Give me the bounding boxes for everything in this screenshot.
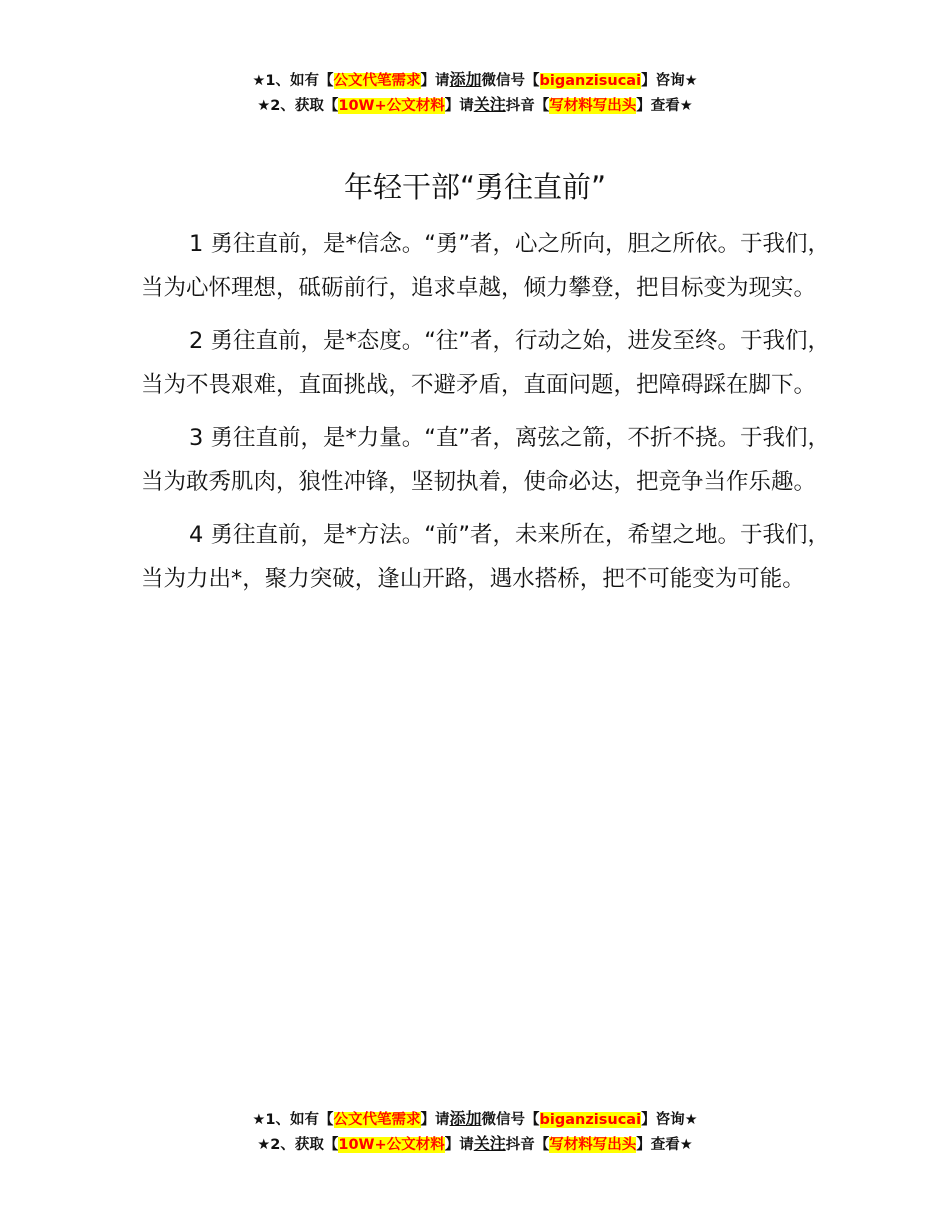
promo-emphasis: 添加: [449, 1109, 482, 1128]
promo-text: 】查看★: [636, 98, 693, 114]
promo-text: 】咨询★: [641, 73, 698, 89]
document-title: 年轻干部“勇往直前”: [343, 170, 607, 204]
promo-text: ★2、获取【: [257, 98, 339, 114]
paragraph-4: 4 勇往直前，是*方法。“前”者，未来所在，希望之地。于我们，当为力出*，聚力突破，逢山开路，遇水搭桥，把不可能变为可能。: [141, 522, 831, 592]
promo-emphasis: 关注: [473, 1134, 506, 1153]
promo-emphasis: 添加: [449, 70, 482, 89]
promo-text: 微信号【: [481, 73, 540, 89]
paragraph-1: 1 勇往直前，是*信念。“勇”者，心之所向，胆之所依。于我们，当为心怀理想，砥砺前行，追求卓越，倾力攀登，把目标变为现实。: [141, 231, 831, 301]
paragraph-3: 3 勇往直前，是*力量。“直”者，离弦之箭，不折不挠。于我们，当为敢秀肌肉，狼性冲锋，坚韧执着，使命必达，把竞争当作乐趣。: [141, 425, 831, 495]
promo-highlight: 10W+公文材料: [338, 1137, 445, 1153]
promo-text: ★1、如有【: [252, 1112, 334, 1128]
promo-text: 】咨询★: [641, 1112, 698, 1128]
header-promo-banner: [0, 68, 950, 118]
promo-line-1: [0, 1107, 950, 1132]
promo-highlight: 公文代笔需求: [333, 73, 421, 89]
paragraph-2: 2 勇往直前，是*态度。“往”者，行动之始，进发至终。于我们，当为不畏艰难，直面挑战，不避矛盾，直面问题，把障碍踩在脚下。: [141, 328, 831, 398]
promo-text: 】请: [420, 73, 450, 89]
promo-highlight: 10W+公文材料: [338, 98, 445, 114]
promo-highlight: 公文代笔需求: [333, 1112, 421, 1128]
promo-text: 抖音【: [505, 98, 550, 114]
promo-line-2: [0, 93, 950, 118]
promo-text: ★1、如有【: [252, 73, 334, 89]
promo-text: 】请: [444, 98, 474, 114]
footer-promo-banner: [0, 1107, 950, 1157]
promo-emphasis: 关注: [473, 95, 506, 114]
promo-douyin-account: 写材料写出头: [549, 98, 637, 114]
promo-text: ★2、获取【: [257, 1137, 339, 1153]
promo-wechat-id: biganzisucai: [539, 1112, 642, 1128]
promo-text: 微信号【: [481, 1112, 540, 1128]
promo-text: 】查看★: [636, 1137, 693, 1153]
promo-text: 抖音【: [505, 1137, 550, 1153]
promo-text: 】请: [420, 1112, 450, 1128]
promo-douyin-account: 写材料写出头: [549, 1137, 637, 1153]
document-body: [141, 222, 831, 610]
promo-line-1: [0, 68, 950, 93]
promo-wechat-id: biganzisucai: [539, 73, 642, 89]
promo-text: 】请: [444, 1137, 474, 1153]
promo-line-2: [0, 1132, 950, 1157]
